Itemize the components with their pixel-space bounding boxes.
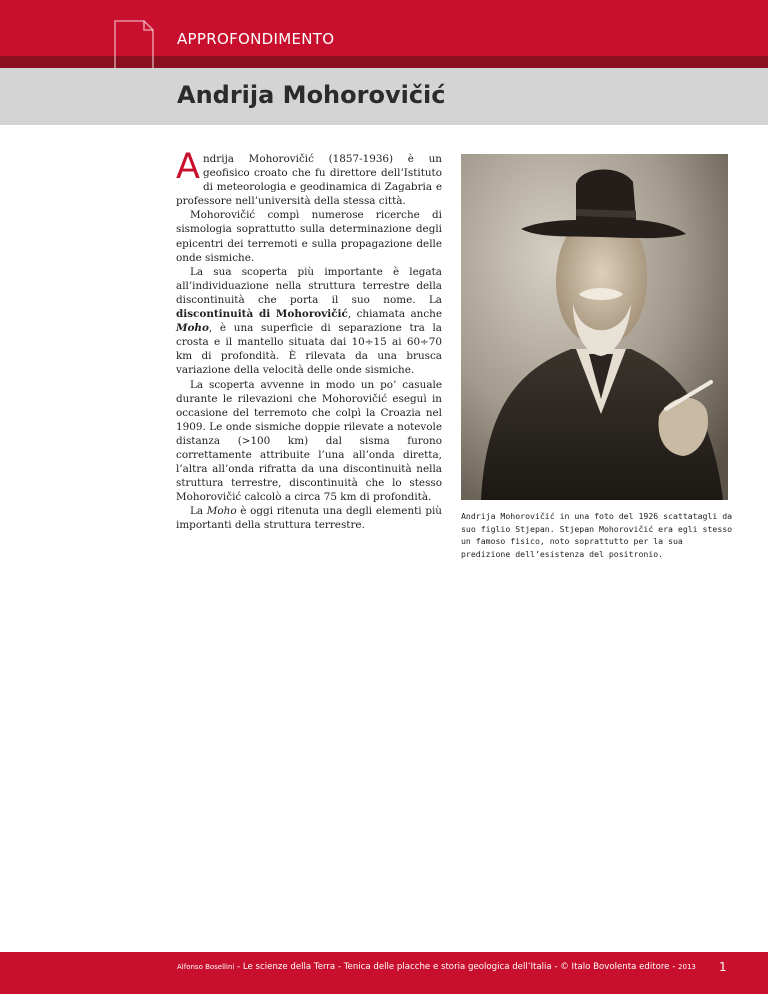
- portrait-photo: [461, 154, 728, 500]
- paragraph-2: Mohorovičić compì numerose ricerche di sismologia soprattutto sulla determinazione degli epicentri dei terremoti e sulla propagazione delle onde sismiche.: [176, 209, 442, 264]
- footer-credit: Alfonso Bosellini - Le scienze della Terra - Tenica delle placche e storia geologica dell’Italia - © Italo Bovolenta editore - 2013: [177, 962, 696, 972]
- term-moho-discontinuity: discontinuità di Mohorovičić: [176, 308, 348, 321]
- footer-bar: [0, 952, 768, 994]
- paragraph-1: Andrija Mohorovičić (1857-1936) è un geofisico croato che fu direttore dell’Istituto di meteorologia e geodinamica di Zagabria e professore nell’università della stessa città.: [176, 147, 442, 208]
- document-icon: [114, 20, 154, 72]
- article-body: [176, 147, 442, 533]
- photo-caption: Andrija Mohorovičić in una foto del 1926 scattatagli da suo figlio Stjepan. Stjepan Mohorovičić era egli stesso un famoso fisico, noto soprattutto per la sua predizione dell’esistenza del positronio.: [461, 511, 733, 559]
- paragraph-4: La scoperta avvenne in modo un po’ casuale durante le rilevazioni che Mohorovičić eseguì in occasione del terremoto che colpì la Croazia nel 1909. Le onde sismiche doppie rilevate a notevole distanza (>100 km) dal sisma furono correttamente attribuite l’una all’onda diretta, l’altra all’onda rifratta da una discontinuità nella struttura terrestre, discontinuità che lo stesso Mohorovičić calcolò a circa 75 km di profondità.: [176, 378, 442, 504]
- section-label: APPROFONDIMENTO: [177, 30, 335, 48]
- paragraph-5: La Moho è oggi ritenuta una degli elementi più importanti della struttura terrestre.: [176, 505, 442, 532]
- footer-book: Le scienze della Terra - Tenica delle placche e storia geologica dell’Italia - © Italo Bovolenta editore -: [242, 962, 679, 972]
- footer-year: 2013: [678, 963, 696, 971]
- footer-author: Alfonso Bosellini: [177, 963, 235, 971]
- page-title: Andrija Mohorovičić: [177, 81, 446, 109]
- term-moho: Moho: [176, 322, 209, 335]
- paragraph-3: La sua scoperta più importante è legata all’individuazione nella struttura terrestre della discontinuità che porta il suo nome. La discontinuità di Mohorovičić, chiamata anche Moho, è una superficie di separazione tra la crosta e il mantello situata dai 10÷15 ai 60÷70 km di profondità. È rilevata da una brusca variazione della velocità delle onde sismiche.: [176, 265, 442, 377]
- page-number: 1: [719, 960, 727, 974]
- drop-cap: A: [176, 147, 200, 187]
